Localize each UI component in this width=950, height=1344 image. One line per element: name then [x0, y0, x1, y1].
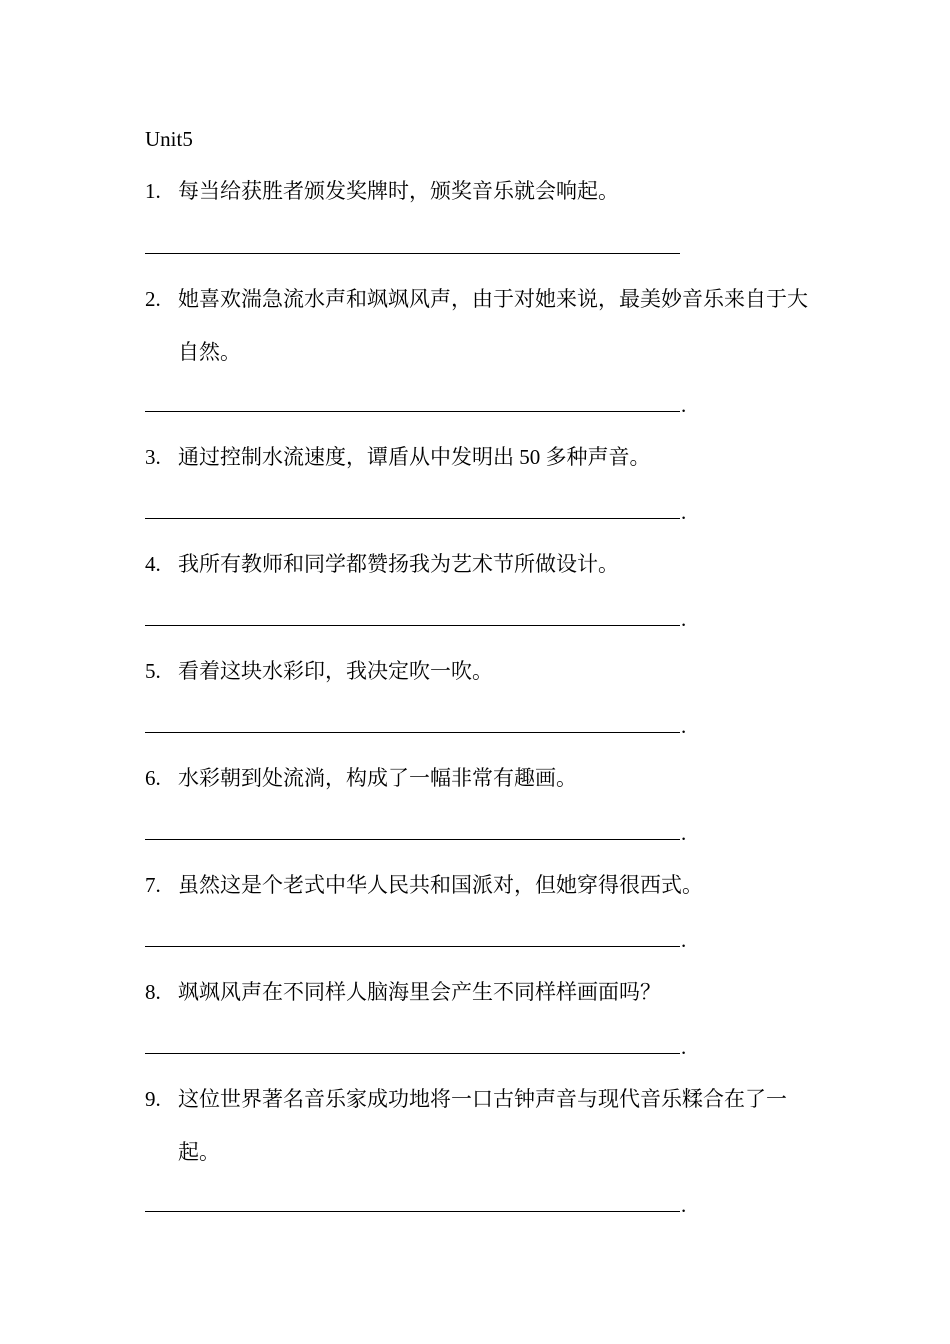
answer-line-8[interactable]	[145, 1032, 686, 1062]
answer-period: .	[681, 821, 686, 845]
question-3	[145, 431, 810, 484]
answer-line-4[interactable]	[145, 604, 686, 634]
answer-line-2[interactable]	[145, 390, 686, 420]
question-number: 1.	[145, 179, 161, 203]
question-6	[145, 752, 810, 805]
answer-blank[interactable]	[145, 607, 680, 626]
answer-period: .	[681, 500, 686, 524]
answer-blank[interactable]	[145, 1193, 680, 1212]
question-text: 这位世界著名音乐家成功地将一口古钟声音与现代音乐糅合在了一起。	[178, 1087, 787, 1164]
question-number: 3.	[145, 445, 161, 469]
question-7	[145, 859, 810, 912]
question-4	[145, 538, 810, 591]
answer-period: .	[681, 393, 686, 417]
question-text: 飒飒风声在不同样人脑海里会产生不同样样画面吗？	[178, 980, 661, 1004]
question-8	[145, 966, 810, 1019]
answer-period: .	[681, 714, 686, 738]
question-text: 虽然这是个老式中华人民共和国派对，但她穿得很西式。	[178, 873, 703, 897]
answer-period: .	[681, 607, 686, 631]
answer-line-7[interactable]	[145, 925, 686, 955]
unit-title: Unit5	[145, 127, 193, 151]
question-number: 2.	[145, 287, 161, 311]
question-text: 通过控制水流速度，谭盾从中发明出 50 多种声音。	[178, 445, 651, 469]
question-1	[145, 165, 810, 218]
answer-blank[interactable]	[145, 393, 680, 412]
question-text: 我所有教师和同学都赞扬我为艺术节所做设计。	[178, 552, 619, 576]
question-text: 她喜欢湍急流水声和飒飒风声，由于对她来说，最美妙音乐来自于大自然。	[178, 287, 808, 364]
answer-blank[interactable]	[145, 928, 680, 947]
answer-period: .	[681, 1035, 686, 1059]
answer-line-3[interactable]	[145, 497, 686, 527]
answer-line-6[interactable]	[145, 818, 686, 848]
answer-blank[interactable]	[145, 821, 680, 840]
question-number: 7.	[145, 873, 161, 897]
answer-blank[interactable]	[145, 714, 680, 733]
question-number: 9.	[145, 1087, 161, 1111]
question-number: 5.	[145, 659, 161, 683]
answer-period: .	[681, 928, 686, 952]
question-number: 6.	[145, 766, 161, 790]
answer-line-9[interactable]	[145, 1190, 686, 1220]
question-number: 4.	[145, 552, 161, 576]
answer-line-1[interactable]	[145, 232, 681, 262]
answer-blank[interactable]	[145, 1035, 680, 1054]
question-text: 每当给获胜者颁发奖牌时，颁奖音乐就会响起。	[178, 179, 619, 203]
question-2	[145, 273, 810, 379]
answer-period: .	[681, 1193, 686, 1217]
question-5	[145, 645, 810, 698]
answer-blank[interactable]	[145, 235, 680, 254]
question-text: 看着这块水彩印，我决定吹一吹。	[178, 659, 493, 683]
answer-line-5[interactable]	[145, 711, 686, 741]
question-text: 水彩朝到处流淌，构成了一幅非常有趣画。	[178, 766, 577, 790]
question-9	[145, 1073, 810, 1179]
answer-blank[interactable]	[145, 500, 680, 519]
question-number: 8.	[145, 980, 161, 1004]
